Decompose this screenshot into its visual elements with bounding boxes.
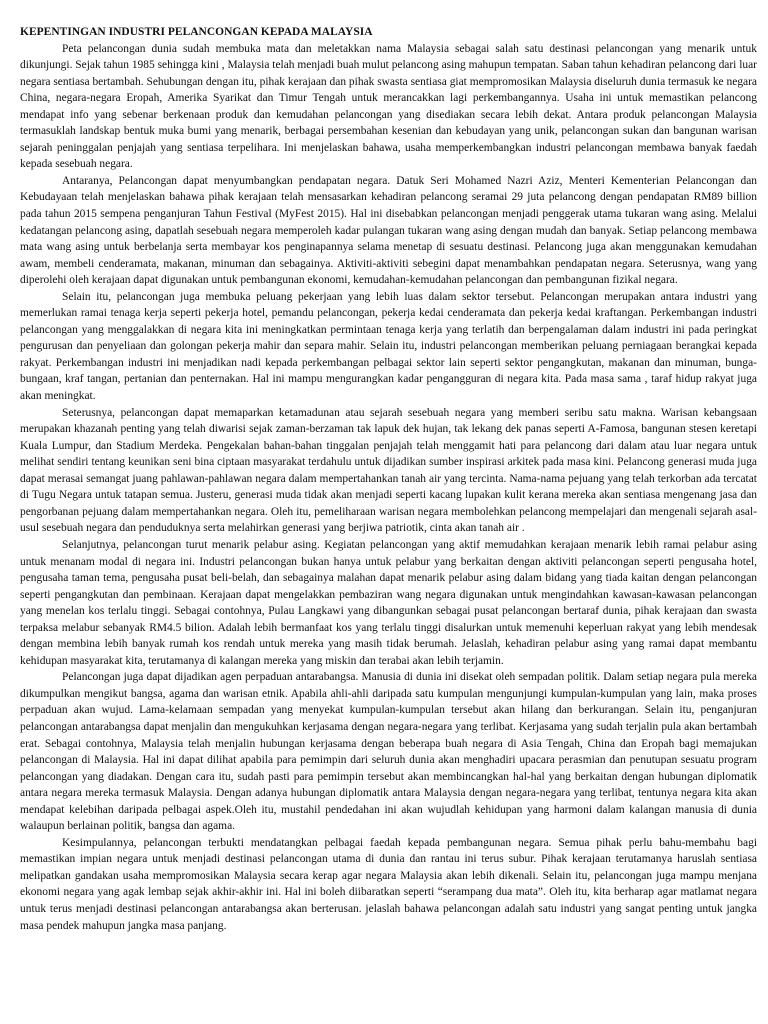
- paragraph-unity: Pelancongan juga dapat dijadikan agen perpaduan antarabangsa. Manusia di dunia ini disekat oleh sempadan politik. Dalam setiap negara pula mereka dikumpulkan mengikut bangsa, agama dan warisan etnik. Apabila ahli-ahli daripada satu kumpulan mengunjungi kumpulan-kumpulan yang lain, maka proses perpaduan akan wujud. Lama-kelamaan sempadan yang menyekat kumpulan-kumpulan tersebut akan hilang dan berkurangan. Selain itu, penganjuran pelancongan antarabangsa dapat menjalin dan mengukuhkan kerjasama dengan negara-negara yang terlibat. Kerjasama yang sudah terjalin pula akan bertambah erat. Sebagai contohnya, Malaysia telah menjalin hubungan kerjasama dengan beberapa buah negara di Asia Tengah, China dan Eropah bagi memajukan pelancongan di Malaysia. Hal ini dapat dilihat apabila para pemimpin dari seluruh dunia akan menghadiri upacara perasmian dan penutupan sesuatu program pelancongan yang diadakan. Dengan cara itu, sudah pasti para pemimpin tersebut akan membincangkan hal-hal yang berkaitan dengan hubungan diplomatik antara negara mereka termasuk Malaysia. Dengan adanya hubungan diplomatik antara Malaysia dengan negara-negara yang terlibat, tentunya negara kita akan mendapat kelebihan daripada pelbagai aspek.Oleh itu, mustahil pendedahan ini akan wujudlah kehidupan yang harmoni dalam kalangan manusia di dunia walaupun berlainan politik, bangsa dan agama.: [20, 671, 757, 833]
- document-title: KEPENTINGAN INDUSTRI PELANCONGAN KEPADA MALAYSIA: [20, 26, 373, 38]
- paragraph-heritage: Seterusnya, pelancongan dapat memaparkan ketamadunan atau sejarah sesebuah negara yang memberi seribu satu makna. Warisan kebangsaan merupakan khazanah penting yang telah diwarisi sejak zaman-berzaman tak lapuk dek hujan, tak lekang dek panas seperti A-Famosa, bangunan stesen keretapi Kuala Lumpur, dan Stadium Merdeka. Pengekalan bahan-bahan tinggalan penjajah telah menggamit hati para pelancong dari dalam atau luar negara untuk melihat sendiri tentang keunikan seni bina ciptaan masyarakat terdahulu untuk dijadikan sumber inspirasi arkitek pada masa kini. Pelancong generasi muda juga dapat merasai semangat juang pahlawan-pahlawan negara dalam mempertahankan tanah air yang tercinta. Nama-nama pejuang yang telah terkorban ada tercatat di Tugu Negara untuk tatapan semua. Justeru, generasi muda tidak akan menjadi seperti kacang lupakan kulit kerana mereka akan sentiasa mengenang jasa dan pengorbanan pejuang dalam mempertahankan negara. Oleh itu, pemeliharaan warisan negara membolehkan pelancong mempelajari dan mengenali sejarah asal-usul sesebuah negara dan penduduknya serta melahirkan generasi yang berjiwa patriotik, cinta akan tanah air .: [20, 406, 757, 535]
- paragraph-income: Antaranya, Pelancongan dapat menyumbangkan pendapatan negara. Datuk Seri Mohamed Nazri Aziz, Menteri Kementerian Pelancongan dan Kebudayaan telah menjelaskan bahawa pihak kerajaan telah mensasarkan kehadiran pelancong seramai 29 juta pelancong dengan pendapatan RM89 billion pada tahun 2015 sempena penganjuran Tahun Festival (MyFest 2015). Hal ini disebabkan pelancongan menjadi penggerak utama tukaran wang asing. Melalui kedatangan pelancong asing, dapatlah sesebuah negara memperoleh kadar pulangan tukaran wang asing dengan mudah dan banyak. Setiap pelancong membawa mata wang asing untuk berbelanja serta membayar kos penginapannya selama menetap di sesuatu destinasi. Pelancong juga akan menggunakan kemudahan awam, membeli cenderamata, makanan, minuman dan sebagainya. Aktiviti-aktiviti sebegini dapat menambahkan pendapatan negara. Seterusnya, wang yang diperolehi oleh kerajaan dapat digunakan untuk pembangunan ekonomi, kemudahan-kemudahan pelancongan dan pembangunan fizikal negara.: [20, 174, 757, 287]
- paragraph-conclusion: Kesimpulannya, pelancongan terbukti mendatangkan pelbagai faedah kepada pembangunan negara. Semua pihak perlu bahu-membahu bagi memastikan impian negara untuk menjadi destinasi pelancongan utama di dunia dan rantau ini terus subur. Pihak kerajaan terutamanya haruslah sentiasa melipatkan gandakan usaha mempromosikan Malaysia secara kerap agar negara Malaysia akan lebih dikenali. Selain itu, pelancongan juga mampu menjana ekonomi negara yang agak lembap sejak akhir-akhir ini. Hal ini boleh diibaratkan seperti “serampang dua mata”. Oleh itu, kita berharap agar matlamat negara untuk terus menjadi destinasi pelancongan antarabangsa akan berterusan. jelaslah bahawa pelancongan adalah satu industri yang sangat penting untuk jangka masa pendek mahupun jangka masa panjang.: [20, 836, 757, 932]
- paragraph-intro: Peta pelancongan dunia sudah membuka mata dan meletakkan nama Malaysia sebagai salah satu destinasi pelancongan yang menarik untuk dikunjungi. Sejak tahun 1985 sehingga kini , Malaysia telah menjadi buah mulut pelancong asing mahupun tempatan. Saban tahun kehadiran pelancong dari luar negara sentiasa bertambah. Sehubungan dengan itu, pihak kerajaan dan pihak swasta sentiasa giat mempromosikan Malaysia diseluruh dunia termasuk ke negara China, negara-negara Eropah, Amerika Syarikat dan Timur Tengah untuk merancakkan lagi perkembangannya. Usaha ini untuk memastikan pelancong mendapat info yang sebenar berkenaan produk dan kemudahan pelancongan yang disediakan secara lebih dekat. Antara produk pelancongan Malaysia termasuklah landskap bentuk muka bumi yang menarik, berbagai persembahan kesenian dan kebudayan yang unik, pelancongan sukan dan bangunan warisan sejarah peninggalan penjajah yang sentiasa terpelihara. Ini menjelaskan bahawa, usaha memperkembangkan industri pelancongan membawa banyak faedah kepada sesebuah negara.: [20, 42, 757, 171]
- paragraph-employment: Selain itu, pelancongan juga membuka peluang pekerjaan yang lebih luas dalam sektor tersebut. Pelancongan merupakan antara industri yang memerlukan ramai tenaga kerja seperti pekerja hotel, pemandu pelancongan, pekerja kedai cenderamata dan pekerja kedai kraftangan. Perkembangan industri pelancongan yang menggalakkan di negara kita ini meningkatkan permintaan tenaga kerja yang terlatih dan berpengalaman dalam industri ini pada peringkat pengurusan dan penyeliaan dan golongan pekerja mahir dan separa mahir. Selain itu, industri pelancongan memberikan peluang perniagaan berangkai kepada rakyat. Perkembangan industri ini menjadikan nadi kepada perkembangan pelbagai sektor lain seperti sektor pengangkutan, makanan dan minuman, bunga-bungaan, kraf tangan, pertanian dan penternakan. Hal ini mampu mengurangkan kadar pengangguran di negara kita. Pada masa sama , taraf hidup rakyat juga akan meningkat.: [20, 290, 757, 403]
- document-page: [20, 24, 757, 1018]
- paragraph-investment: Selanjutnya, pelancongan turut menarik pelabur asing. Kegiatan pelancongan yang aktif memudahkan kerajaan menarik lebih ramai pelabur asing untuk menanam modal di negara ini. Industri pelancongan bukan hanya untuk pelabur yang berkaitan dengan aktiviti pelancongan seperti pengusaha hotel, pengusaha taman tema, pengusaha pusat beli-belah, dan sebagainya malahan dapat menarik pelabur asing dalam bidang yang tiada kaitan dengan pelancongan seperti pengangkutan dan pembinaan. Kerajaan dapat mengelakkan pembaziran wang negara digunakan untuk mengindahkan kawasan-kawasan pelancongan yang menelan kos terlalu tinggi. Sebagai contohnya, Pulau Langkawi yang dibangunkan sebagai pusat pelancongan bertaraf dunia, pihak kerajaan dan swasta terpaksa melabur sebanyak RM4.5 bilion. Adalah lebih bermanfaat kos yang terlalu tinggi disalurkan untuk memenuhi keperluan rakyat yang lebih mendesak dengan membina lebih banyak rumah kos rendah untuk mereka yang masih tidak berumah. Jelaslah, kehadiran pelabur asing yang ramai dapat membantu kehidupan masyarakat kita, terutamanya di kalangan mereka yang miskin dan terabai akan lebih terjamin.: [20, 538, 757, 667]
